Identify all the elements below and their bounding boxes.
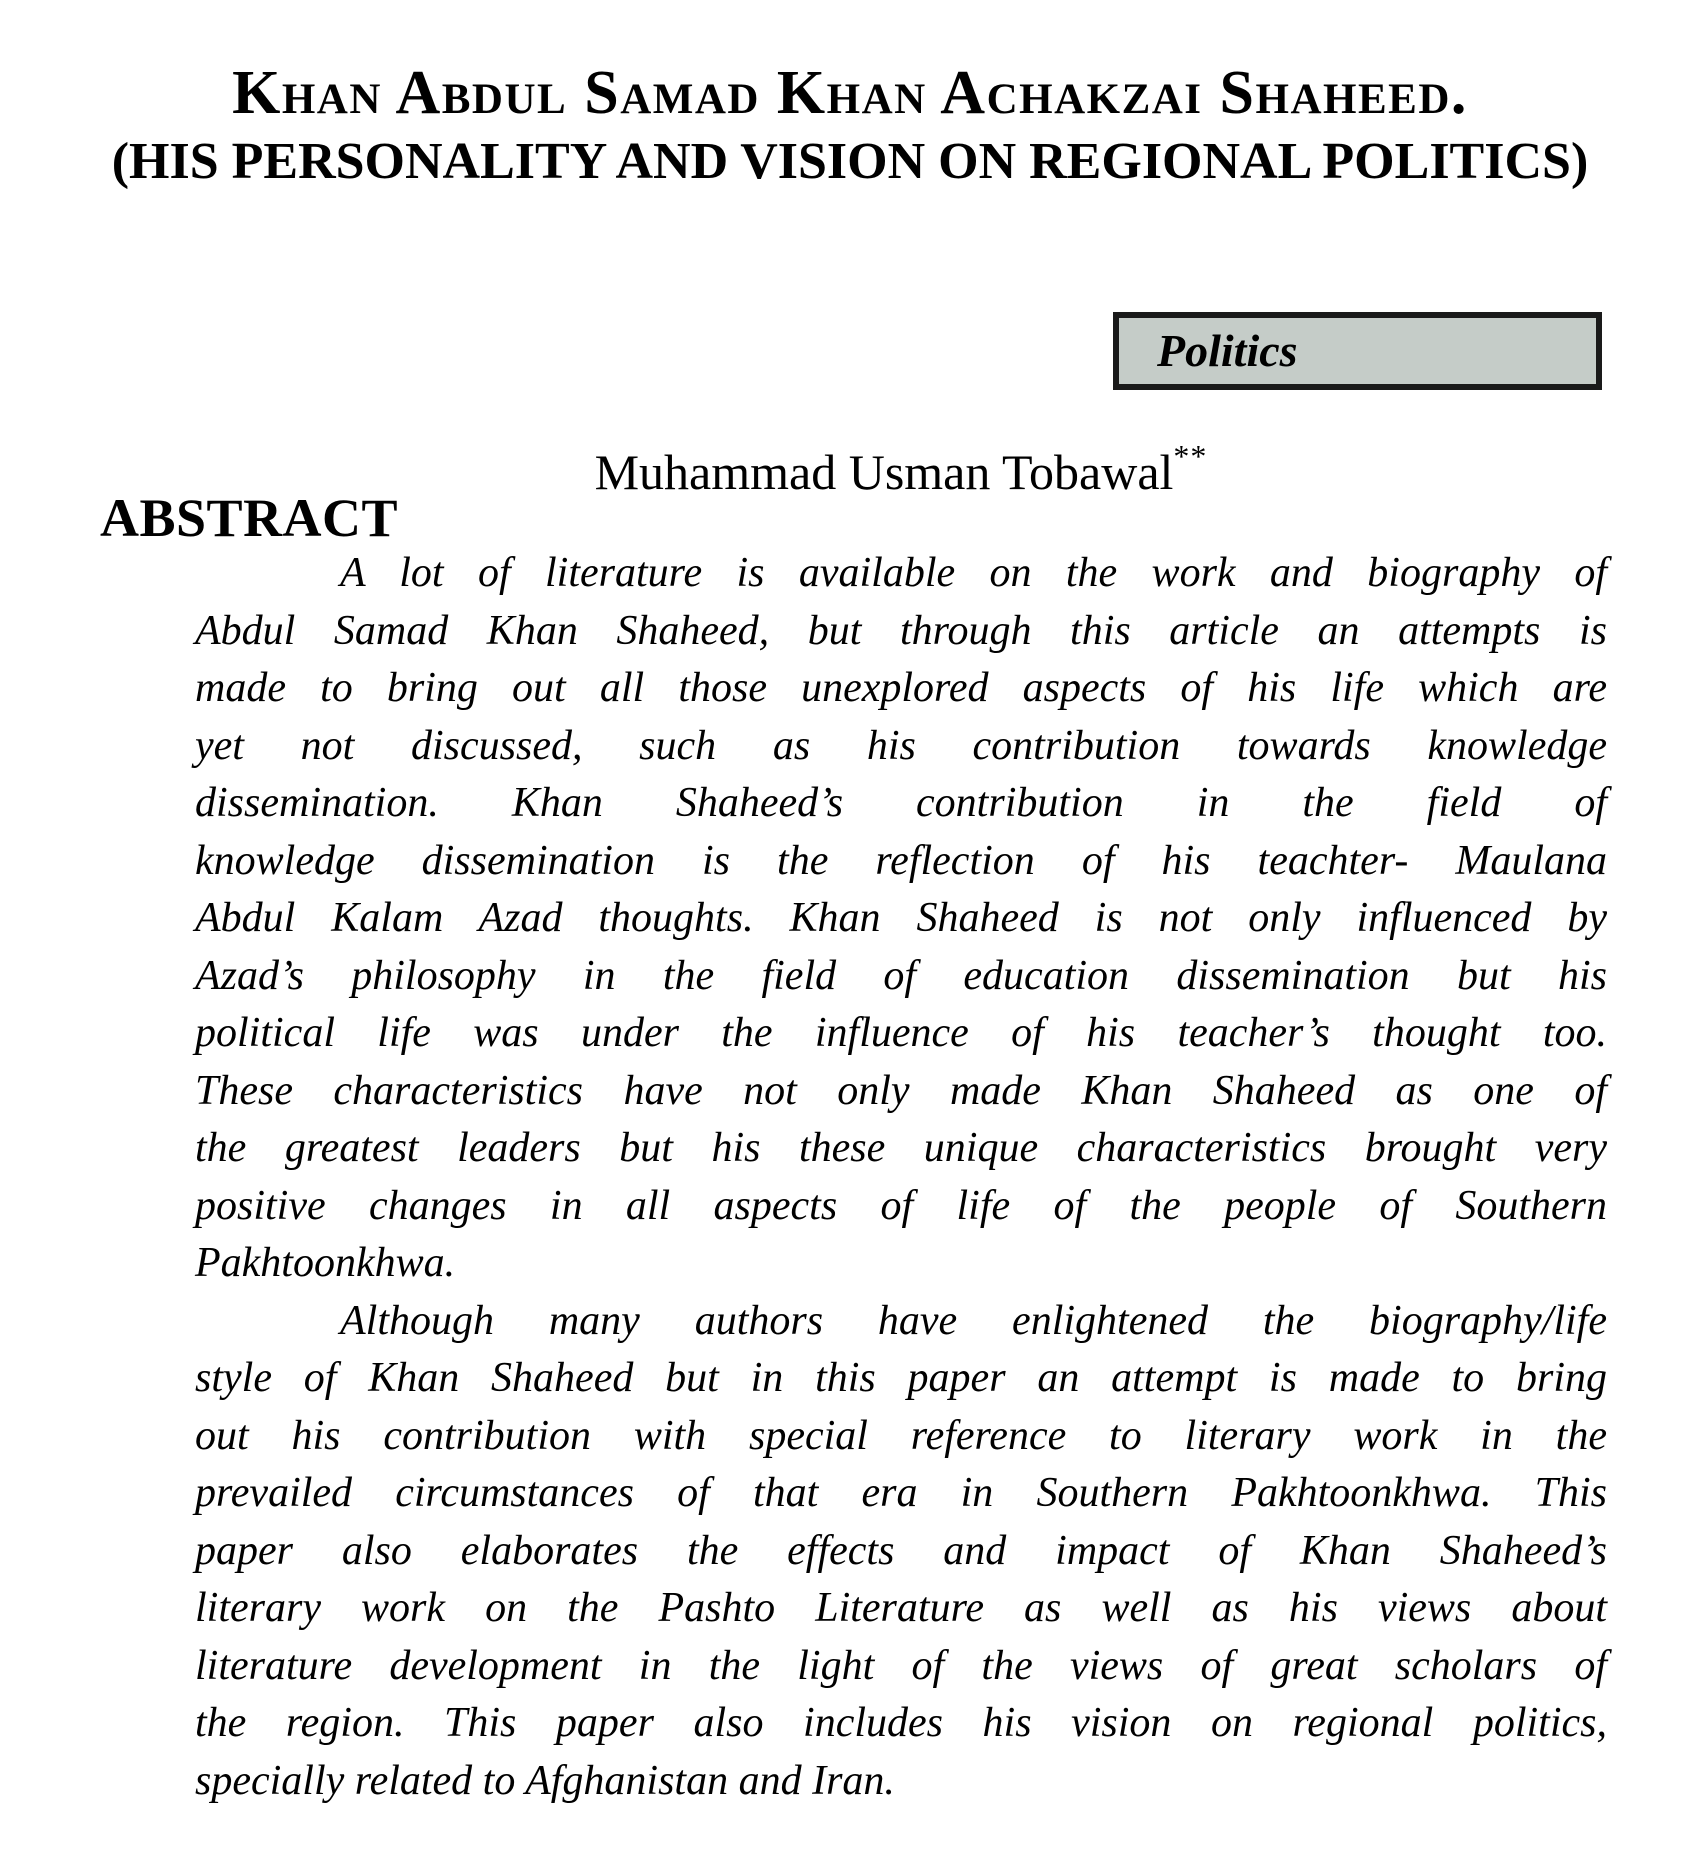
abstract-body xyxy=(195,545,1607,1810)
paper-subtitle: (HIS PERSONALITY AND VISION ON REGIONAL POLITICS) xyxy=(111,133,1589,190)
paper-title-block xyxy=(50,56,1650,194)
abstract-heading: ABSTRACT xyxy=(100,488,399,548)
category-label: Politics xyxy=(1157,325,1298,376)
category-box xyxy=(1113,312,1602,390)
abstract-line: Azad’s philosophy in the field of education dissemination but his xyxy=(195,952,1607,999)
abstract-line: Abdul Samad Khan Shaheed, but through this article an attempts is xyxy=(195,607,1607,654)
abstract-line: yet not discussed, such as his contribution towards knowledge xyxy=(195,722,1607,769)
abstract-line: paper also elaborates the effects and impact of Khan Shaheed’s xyxy=(195,1527,1607,1574)
abstract-line: These characteristics have not only made Khan Shaheed as one of xyxy=(195,1067,1607,1114)
abstract-line: style of Khan Shaheed but in this paper an attempt is made to bring xyxy=(195,1355,1607,1401)
abstract-line: dissemination. Khan Shaheed’s contribution in the field of xyxy=(195,780,1607,826)
author-footnote-marker: ** xyxy=(1173,438,1208,474)
abstract-line: positive changes in all aspects of life of the people of Southern xyxy=(195,1182,1607,1229)
abstract-line: the region. This paper also includes his vision on regional politics, xyxy=(195,1700,1607,1746)
abstract-line: knowledge dissemination is the reflection of his teachter- Maulana xyxy=(195,837,1607,884)
abstract-line: literary work on the Pashto Literature as well as his views about xyxy=(195,1585,1607,1631)
paper-title: Khan Abdul Samad Khan Achakzai Shaheed. xyxy=(232,59,1468,127)
abstract-line: out his contribution with special reference to literary work in the xyxy=(195,1412,1607,1459)
abstract-line: prevailed circumstances of that era in Southern Pakhtoonkhwa. This xyxy=(195,1470,1607,1516)
abstract-line: literature development in the light of the views of great scholars of xyxy=(195,1642,1607,1689)
abstract-line: made to bring out all those unexplored aspects of his life which are xyxy=(195,665,1607,711)
author-name: Muhammad Usman Tobawal xyxy=(594,444,1174,500)
abstract-line: the greatest leaders but his these unique characteristics brought very xyxy=(195,1125,1607,1171)
abstract-line: political life was under the influence of his teacher’s thought too. xyxy=(195,1010,1607,1056)
author-line xyxy=(195,428,1607,500)
abstract-line: A lot of literature is available on the work and biography of xyxy=(340,550,1607,596)
abstract-line: specially related to Afghanistan and Iran. xyxy=(195,1757,895,1804)
abstract-line: Pakhtoonkhwa. xyxy=(195,1240,456,1286)
abstract-line: Abdul Kalam Azad thoughts. Khan Shaheed is not only influenced by xyxy=(195,895,1607,941)
abstract-line: Although many authors have enlightened the biography/life xyxy=(340,1297,1607,1344)
